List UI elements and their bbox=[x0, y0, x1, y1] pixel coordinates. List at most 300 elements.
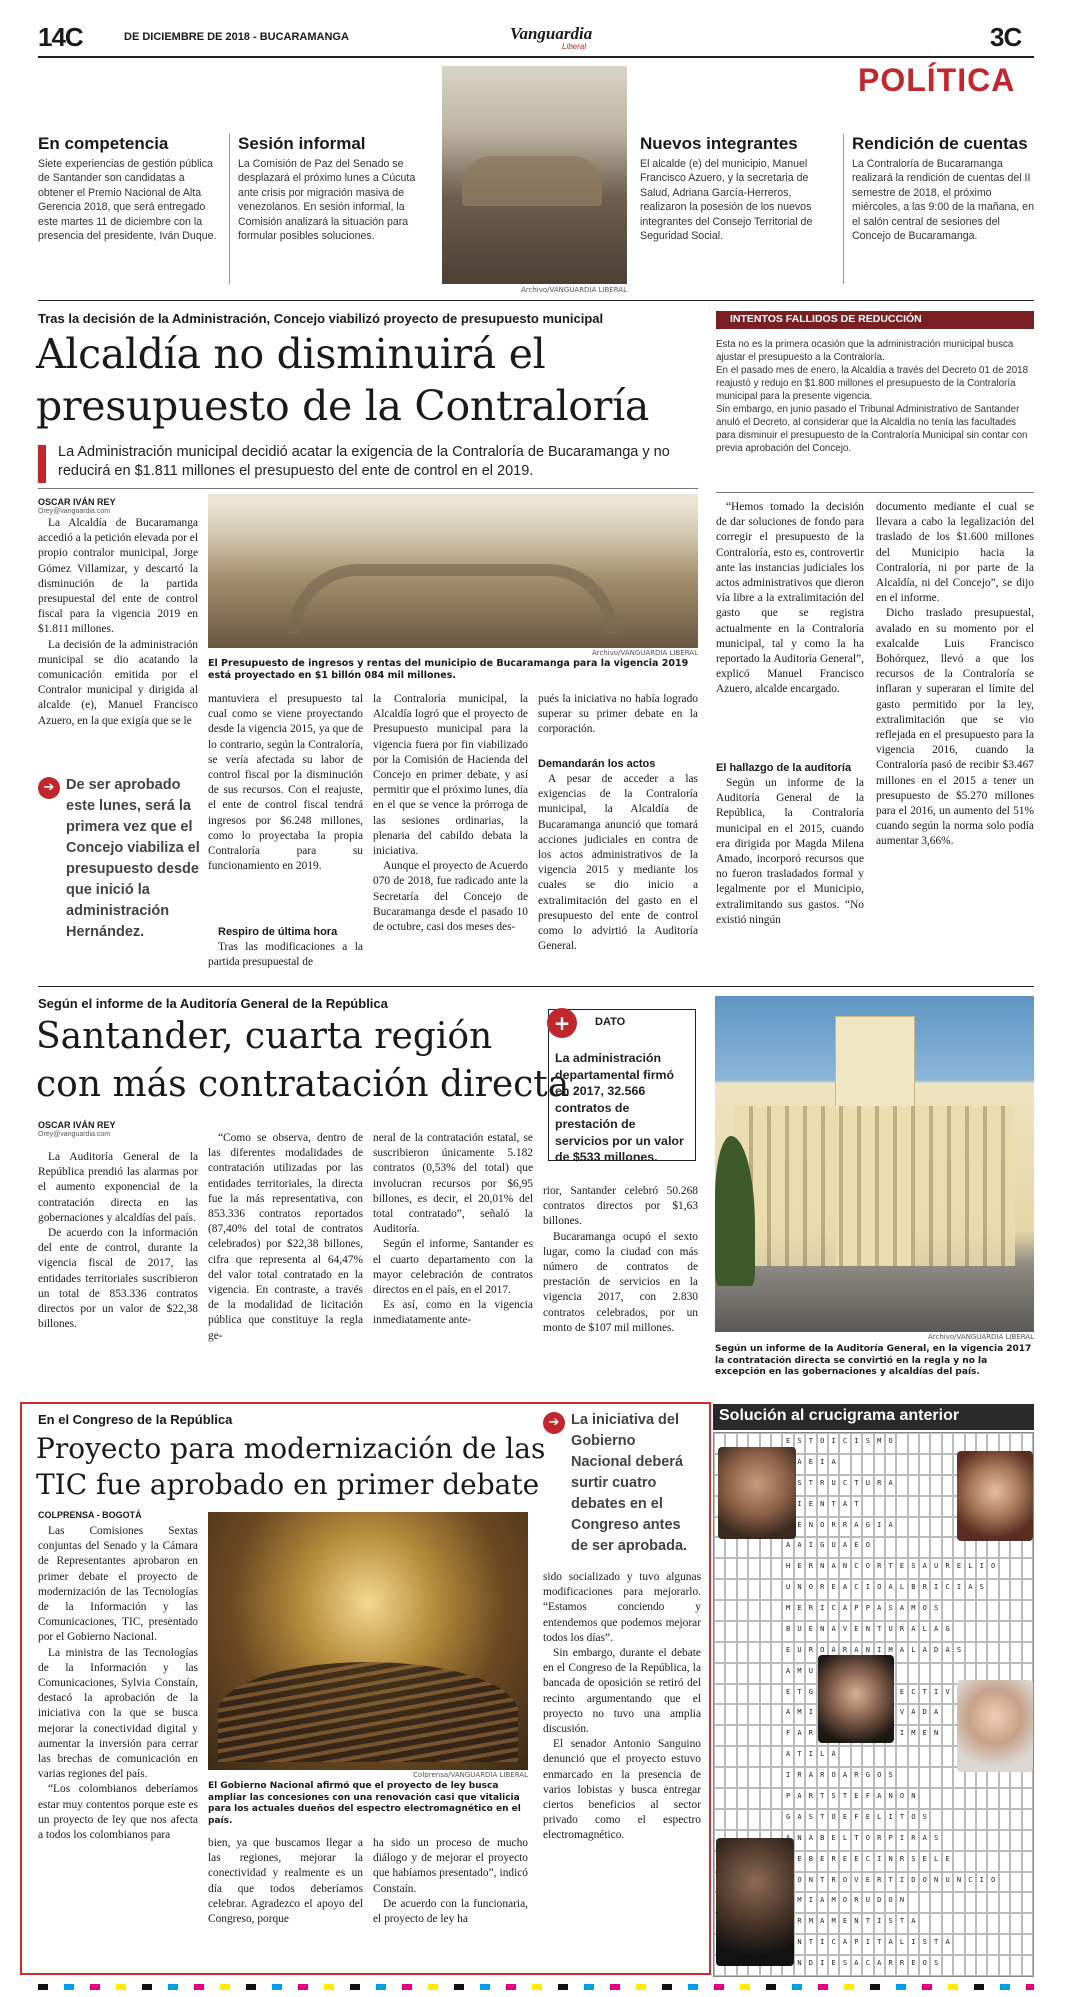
crossword-cell: L bbox=[908, 1642, 919, 1663]
crossword-cell bbox=[896, 1663, 907, 1684]
story3-col4 bbox=[543, 1570, 701, 1844]
crossword-cell bbox=[771, 1621, 782, 1642]
crossword-cell: N bbox=[817, 1558, 828, 1579]
crossword-cell: F bbox=[782, 1725, 793, 1746]
crossword-cell bbox=[760, 1621, 771, 1642]
crossword-cell: A bbox=[794, 1454, 805, 1475]
crossword-cell bbox=[737, 1809, 748, 1830]
crossword-cell bbox=[930, 1433, 941, 1454]
crossword-cell: O bbox=[805, 1579, 816, 1600]
crossword-cell bbox=[965, 1934, 976, 1955]
crossword-cell: E bbox=[805, 1454, 816, 1475]
crossword-cell bbox=[737, 1600, 748, 1621]
crossword-cell bbox=[771, 1788, 782, 1809]
crossword-cell: E bbox=[782, 1433, 793, 1454]
crossword-cell bbox=[725, 1788, 736, 1809]
crossword-cell bbox=[930, 1788, 941, 1809]
crossword-cell bbox=[942, 1955, 953, 1976]
crossword-cell bbox=[1022, 1788, 1033, 1809]
story2-col4 bbox=[543, 1184, 698, 1336]
crossword-cell bbox=[919, 1913, 930, 1934]
story2-email: Orey@vanguardia.com bbox=[38, 1131, 111, 1138]
crossword-cell bbox=[930, 1809, 941, 1830]
brief-rendicion-cuentas bbox=[852, 134, 1036, 243]
crossword-cell bbox=[919, 1746, 930, 1767]
crossword-cell: I bbox=[874, 1851, 885, 1872]
brief-text: Siete experiencias de gestión pública de Santander son candidatas a obtener el Premio Nacional de Alta Gerencia 2018, que será entregado este martes 11 de diciembre con la presencia del presidente, Iván Duque. bbox=[38, 158, 217, 243]
crossword-cell bbox=[725, 1558, 736, 1579]
crossword-cell: E bbox=[919, 1725, 930, 1746]
crossword-cell bbox=[1022, 1955, 1033, 1976]
crossword-cell bbox=[1010, 1934, 1021, 1955]
crossword-cell: T bbox=[817, 1788, 828, 1809]
crossword-cell bbox=[737, 1684, 748, 1705]
crossword-cell: A bbox=[828, 1454, 839, 1475]
crossword-cell bbox=[885, 1454, 896, 1475]
crossword-cell: L bbox=[965, 1558, 976, 1579]
crossword-cell: N bbox=[930, 1872, 941, 1893]
crossword-cell: R bbox=[794, 1913, 805, 1934]
crossword-cell: E bbox=[782, 1684, 793, 1705]
crossword-cell: T bbox=[817, 1809, 828, 1830]
crossword-cell: T bbox=[851, 1475, 862, 1496]
paragraph: Tras las modificaciones a la partida presupuestal de bbox=[208, 941, 363, 969]
crossword-cell: I bbox=[908, 1934, 919, 1955]
crossword-cell bbox=[725, 1767, 736, 1788]
crossword-cell bbox=[1010, 1788, 1021, 1809]
crossword-portrait bbox=[718, 1447, 796, 1539]
crossword-cell bbox=[737, 1767, 748, 1788]
crossword-cell: O bbox=[919, 1872, 930, 1893]
crossword-cell: I bbox=[805, 1892, 816, 1913]
crossword-cell: R bbox=[817, 1767, 828, 1788]
crossword-cell: E bbox=[919, 1851, 930, 1872]
crossword-cell bbox=[1022, 1934, 1033, 1955]
crossword-cell: T bbox=[805, 1475, 816, 1496]
paragraph: mantuviera el presupuesto tal cual como se viene proyectando desde la vigencia 2015, ya que de lo contrario, según la Contraloría, se vería afectada su labor de control fiscal por la disminución de sus recursos. Con el reajuste, el ente de control fiscal tendrá ingresos por $6.248 millones, como lo proyectaba la propia Contraloría para su funcionamiento en 2019. bbox=[208, 693, 363, 873]
crossword-cell: M bbox=[908, 1725, 919, 1746]
crossword-cell: C bbox=[908, 1684, 919, 1705]
crossword-cell bbox=[714, 1537, 725, 1558]
crossword-cell bbox=[737, 1704, 748, 1725]
crossword-cell bbox=[896, 1496, 907, 1517]
crossword-cell bbox=[737, 1558, 748, 1579]
paragraph: Es así, como en la vigencia inmediatamente ante- bbox=[373, 1299, 533, 1327]
crossword-cell: G bbox=[805, 1684, 816, 1705]
crossword-cell: A bbox=[908, 1913, 919, 1934]
crossword-cell: A bbox=[839, 1579, 850, 1600]
crossword-cell: A bbox=[885, 1517, 896, 1538]
crossword-cell: T bbox=[805, 1433, 816, 1454]
crossword-cell: I bbox=[896, 1830, 907, 1851]
crossword-cell bbox=[987, 1955, 998, 1976]
crossword-cell: A bbox=[919, 1830, 930, 1851]
crossword-header bbox=[713, 1404, 1034, 1430]
paragraph: Esta no es la primera ocasión que la administración municipal busca ajustar el presupuesto a la Contraloría. bbox=[716, 339, 1014, 363]
crossword-cell bbox=[930, 1496, 941, 1517]
crossword-cell: I bbox=[862, 1934, 873, 1955]
crossword-cell bbox=[965, 1642, 976, 1663]
crossword-cell bbox=[885, 1537, 896, 1558]
crossword-cell bbox=[748, 1788, 759, 1809]
crossword-cell: P bbox=[782, 1788, 793, 1809]
crossword-cell: I bbox=[976, 1558, 987, 1579]
crossword-cell bbox=[896, 1537, 907, 1558]
brief-en-competencia bbox=[38, 134, 223, 243]
crossword-cell: R bbox=[896, 1955, 907, 1976]
deck-marker bbox=[38, 445, 46, 483]
crossword-cell: T bbox=[828, 1496, 839, 1517]
crossword-cell: I bbox=[874, 1913, 885, 1934]
crossword-cell bbox=[725, 1704, 736, 1725]
page-number-right: 3C bbox=[990, 22, 1022, 52]
brief-divider bbox=[229, 134, 230, 284]
crossword-cell bbox=[908, 1663, 919, 1684]
crossword-cell bbox=[748, 1704, 759, 1725]
crossword-cell: I bbox=[817, 1600, 828, 1621]
crossword-cell bbox=[953, 1830, 964, 1851]
crossword-cell: E bbox=[851, 1537, 862, 1558]
crossword-cell: R bbox=[817, 1475, 828, 1496]
crossword-cell: V bbox=[942, 1684, 953, 1705]
crossword-cell bbox=[896, 1433, 907, 1454]
crossword-cell bbox=[999, 1809, 1010, 1830]
crossword-cell: T bbox=[851, 1496, 862, 1517]
story1-col5-cont bbox=[716, 776, 864, 928]
crossword-cell bbox=[1022, 1872, 1033, 1893]
crossword-cell bbox=[748, 1725, 759, 1746]
crossword-cell: E bbox=[782, 1642, 793, 1663]
photo-detail-table bbox=[462, 156, 602, 206]
crossword-cell: O bbox=[839, 1872, 850, 1893]
paragraph: A pesar de acceder a las exigencias de la Contraloría municipal, la Alcaldía de Bucaramanga anunció que tomará acciones judiciales en contra de los actos administrativos de la vigencia 2015 y mediante los cuales se dio inicio a extralimitación del gasto en el presupuesto del ente de control como lo advirtió la Auditoría General. bbox=[538, 773, 698, 953]
dato-box bbox=[548, 1009, 696, 1164]
story2-col1 bbox=[38, 1150, 198, 1332]
paragraph: Dicho traslado presupuestal, avalado en su momento por el exalcalde Luis Francisco Bohórquez, llevó a que los recursos de la Contraloría se inflaran y superaran el límite del gasto permitido por la ley, extralimitación que se vio reflejada en el presupuesto para la vigencia 2016, cuando la Contraloría pasó de recibir $3.467 millones en el 2015 a tener un presupuesto de $5.270 millones para el 2016, un aumento del 51% cuando según la norma solo podía aumentar 3,66%. bbox=[876, 607, 1034, 848]
crossword-cell bbox=[737, 1725, 748, 1746]
crossword-cell: N bbox=[851, 1913, 862, 1934]
crossword-cell: C bbox=[839, 1433, 850, 1454]
crossword-cell bbox=[999, 1934, 1010, 1955]
crossword-cell bbox=[908, 1454, 919, 1475]
crossword-cell bbox=[771, 1704, 782, 1725]
story1-col2 bbox=[208, 692, 363, 874]
crossword-cell bbox=[714, 1725, 725, 1746]
crossword-cell: A bbox=[828, 1746, 839, 1767]
crossword-cell: N bbox=[794, 1934, 805, 1955]
brief-title: Rendición de cuentas bbox=[852, 134, 1028, 153]
crossword-cell bbox=[930, 1517, 941, 1538]
crossword-cell: T bbox=[896, 1913, 907, 1934]
crossword-cell: A bbox=[908, 1621, 919, 1642]
paragraph: pués la iniciativa no había logrado superar su primer debate en la corporación. bbox=[538, 693, 698, 736]
crossword-cell bbox=[725, 1621, 736, 1642]
crossword-cell: I bbox=[874, 1517, 885, 1538]
crossword-cell: O bbox=[862, 1537, 873, 1558]
paragraph: “Los colombianos deberíamos estar muy contentos porque este es un proyecto de ley que nos afecta a todos los colombianos para bbox=[38, 1783, 198, 1842]
crossword-cell bbox=[953, 1913, 964, 1934]
crossword-cell: E bbox=[851, 1788, 862, 1809]
crossword-cell bbox=[953, 1955, 964, 1976]
crossword-cell bbox=[725, 1642, 736, 1663]
story3-col1 bbox=[38, 1524, 198, 1843]
brief-divider bbox=[843, 134, 844, 284]
story1-deck: La Administración municipal decidió acatar la exigencia de la Contraloría de Bucaramanga y no reducirá en $1.811 millones el presupuesto del ente de control en el 2019. bbox=[58, 444, 670, 479]
crossword-cell bbox=[885, 1746, 896, 1767]
story2-photo-building bbox=[715, 996, 1034, 1332]
crossword-cell: T bbox=[839, 1788, 850, 1809]
crossword-cell bbox=[987, 1809, 998, 1830]
crossword-cell: S bbox=[930, 1955, 941, 1976]
crossword-cell: A bbox=[851, 1642, 862, 1663]
crossword-cell bbox=[999, 1830, 1010, 1851]
crossword-cell bbox=[760, 1725, 771, 1746]
crossword-cell: S bbox=[919, 1809, 930, 1830]
crossword-cell: A bbox=[839, 1600, 850, 1621]
crossword-cell: O bbox=[987, 1872, 998, 1893]
crossword-cell: O bbox=[885, 1433, 896, 1454]
crossword-cell: R bbox=[828, 1872, 839, 1893]
crossword-cell: T bbox=[885, 1558, 896, 1579]
paragraph: La Alcaldía de Bucaramanga accedió a la petición elevada por el propio contralor municipal, Jorge Gómez Villamizar, y descartó la disminución de la partida presupuestal del ente de control fiscal para la vigencia 2019 en $1.811 millones. bbox=[38, 517, 199, 636]
crossword-cell bbox=[919, 1663, 930, 1684]
crossword-cell bbox=[976, 1934, 987, 1955]
crossword-cell: A bbox=[851, 1955, 862, 1976]
crossword-cell bbox=[930, 1913, 941, 1934]
crossword-cell: M bbox=[805, 1913, 816, 1934]
crossword-cell: I bbox=[851, 1433, 862, 1454]
crossword-cell bbox=[748, 1746, 759, 1767]
crossword-cell: I bbox=[953, 1579, 964, 1600]
crossword-cell: I bbox=[896, 1725, 907, 1746]
crossword-cell bbox=[771, 1600, 782, 1621]
crossword-cell: R bbox=[817, 1579, 828, 1600]
crossword-cell bbox=[942, 1788, 953, 1809]
crossword-cell: O bbox=[885, 1892, 896, 1913]
crossword-cell bbox=[737, 1663, 748, 1684]
crossword-cell: I bbox=[782, 1767, 793, 1788]
crossword-cell bbox=[896, 1475, 907, 1496]
crossword-cell bbox=[930, 1767, 941, 1788]
paragraph: La ministra de las Tecnologías de la Información y las Comunicaciones, Sylvia Constaín, destacó la aprobación de la iniciativa con la que se busca mejorar la conectividad digital y aumentar la inversión para cerrar las brechas de comunicación en varias regiones del país. bbox=[38, 1646, 198, 1781]
crossword-cell bbox=[942, 1517, 953, 1538]
crossword-cell: M bbox=[794, 1892, 805, 1913]
crossword-cell bbox=[976, 1913, 987, 1934]
crossword-cell: A bbox=[794, 1537, 805, 1558]
crossword-cell: N bbox=[817, 1621, 828, 1642]
photo-credit: Archivo/VANGUARDIA LIBERAL bbox=[591, 649, 698, 657]
crossword-cell bbox=[930, 1663, 941, 1684]
crossword-cell bbox=[771, 1642, 782, 1663]
crossword-cell bbox=[760, 1704, 771, 1725]
story2-col3 bbox=[373, 1131, 533, 1329]
crossword-cell: U bbox=[942, 1872, 953, 1893]
crossword-cell bbox=[1022, 1621, 1033, 1642]
crossword-cell: M bbox=[828, 1892, 839, 1913]
crossword-cell: D bbox=[930, 1642, 941, 1663]
crossword-cell bbox=[942, 1454, 953, 1475]
brief-title: En competencia bbox=[38, 134, 169, 153]
crossword-cell: C bbox=[828, 1600, 839, 1621]
story2-kicker: Según el informe de la Auditoría General de la República bbox=[38, 996, 388, 1011]
brief-nuevos-integrantes bbox=[640, 134, 835, 243]
paragraph: “Como se observa, dentro de las diferentes modalidades de contratación utilizadas por las entidades territoriales, la directa fue la más representativa, con 853.336 contratos reportados (87,40% del total de contratos celebrados) por $22,38 billones, cifra que representa al 64,47% del valor total contratado en la vigencia. En contraste, a través de la modalidad de licitación pública que constituye la regla ge- bbox=[208, 1132, 363, 1342]
crossword-cell: A bbox=[874, 1788, 885, 1809]
crossword-cell: O bbox=[896, 1788, 907, 1809]
crossword-cell bbox=[942, 1892, 953, 1913]
crossword-cell: P bbox=[851, 1934, 862, 1955]
story1-col4-cont bbox=[538, 772, 698, 954]
crossword-cell: N bbox=[885, 1851, 896, 1872]
crossword-cell: I bbox=[930, 1579, 941, 1600]
crossword-cell: T bbox=[874, 1621, 885, 1642]
crossword-cell bbox=[999, 1892, 1010, 1913]
crossword-cell bbox=[942, 1496, 953, 1517]
page-number-left: 14C bbox=[38, 22, 83, 52]
crossword-cell bbox=[1010, 1809, 1021, 1830]
crossword-cell: L bbox=[930, 1851, 941, 1872]
crossword-cell: R bbox=[805, 1558, 816, 1579]
crossword-cell bbox=[760, 1767, 771, 1788]
crossword-cell: S bbox=[930, 1830, 941, 1851]
paragraph: documento mediante el cual se llevara a cabo la legalización del traslado de los $1.600 millones del Municipio hacia la Contraloría, ni por parte de la Alcaldía, ni del Concejo”, se dijo en el informe. bbox=[876, 501, 1034, 605]
story1-col4 bbox=[538, 692, 698, 738]
crossword-cell: R bbox=[908, 1830, 919, 1851]
paragraph: sido socializado y tuvo algunas modificaciones para mejorarlo. “Estamos conciendo y entendemos que podemos mejorar todos los días”. bbox=[543, 1571, 701, 1644]
crossword-cell bbox=[1010, 1579, 1021, 1600]
section-name: POLÍTICA bbox=[858, 62, 1016, 98]
crossword-cell: S bbox=[908, 1851, 919, 1872]
crossword-cell: M bbox=[828, 1913, 839, 1934]
crossword-cell: R bbox=[839, 1642, 850, 1663]
crossword-cell: A bbox=[839, 1537, 850, 1558]
crossword-cell: A bbox=[885, 1579, 896, 1600]
crossword-cell bbox=[908, 1746, 919, 1767]
story1-col3 bbox=[373, 692, 528, 935]
crossword-cell bbox=[896, 1454, 907, 1475]
dato-label: DATO bbox=[595, 1016, 626, 1028]
crossword-cell: R bbox=[828, 1517, 839, 1538]
crossword-cell: U bbox=[828, 1537, 839, 1558]
crossword-cell: N bbox=[862, 1642, 873, 1663]
story3-headline-line1: Proyecto para modernización de las bbox=[36, 1432, 546, 1465]
crossword-cell bbox=[1022, 1642, 1033, 1663]
crossword-cell bbox=[919, 1517, 930, 1538]
crossword-cell: E bbox=[828, 1830, 839, 1851]
crossword-cell: T bbox=[794, 1684, 805, 1705]
paragraph: Aunque el proyecto de Acuerdo 070 de 2018, fue radicado ante la Secretaría del Concejo de Bucaramanga desde el pasado 10 de octubre, casi dos meses des- bbox=[373, 860, 528, 934]
crossword-cell: B bbox=[908, 1579, 919, 1600]
crossword-cell: G bbox=[942, 1621, 953, 1642]
crossword-cell: R bbox=[805, 1788, 816, 1809]
masthead-rule bbox=[38, 56, 1034, 58]
crossword-cell: A bbox=[885, 1934, 896, 1955]
crossword-cell: R bbox=[919, 1579, 930, 1600]
crossword-cell: E bbox=[805, 1621, 816, 1642]
crossword-cell bbox=[714, 1767, 725, 1788]
crossword-cell bbox=[908, 1767, 919, 1788]
crossword-cell bbox=[965, 1892, 976, 1913]
crossword-cell: S bbox=[885, 1913, 896, 1934]
crossword-cell: U bbox=[885, 1621, 896, 1642]
paragraph: La decisión de la administración municipal se dio acatando la comunicación emitida por el Contralor municipal y dirigida al alcalde (e), Manuel Francisco Azuero, en la que exigía que se le bbox=[38, 638, 198, 727]
crossword-cell bbox=[976, 1788, 987, 1809]
crossword-cell: L bbox=[896, 1934, 907, 1955]
crossword-cell bbox=[976, 1851, 987, 1872]
crossword-cell bbox=[760, 1684, 771, 1705]
crossword-cell: L bbox=[817, 1746, 828, 1767]
crossword-cell: I bbox=[885, 1809, 896, 1830]
crossword-cell: E bbox=[817, 1851, 828, 1872]
crossword-cell bbox=[725, 1600, 736, 1621]
crossword-cell bbox=[987, 1913, 998, 1934]
crossword-cell: C bbox=[965, 1872, 976, 1893]
crossword-cell bbox=[1010, 1830, 1021, 1851]
crossword-cell: E bbox=[908, 1955, 919, 1976]
crossword-cell: E bbox=[805, 1496, 816, 1517]
issue-date: DE DICIEMBRE DE 2018 - BUCARAMANGA bbox=[124, 31, 349, 43]
photo-detail-wing bbox=[735, 1106, 1015, 1266]
crossword-cell: R bbox=[851, 1892, 862, 1913]
crossword-cell: L bbox=[919, 1621, 930, 1642]
crossword-cell bbox=[976, 1830, 987, 1851]
crossword-cell: O bbox=[987, 1558, 998, 1579]
story1-headline-line1: Alcaldía no disminuirá el bbox=[36, 330, 546, 378]
crossword-cell: I bbox=[817, 1934, 828, 1955]
story1-subhead: El hallazgo de la auditoría bbox=[716, 762, 852, 774]
crossword-cell: A bbox=[828, 1642, 839, 1663]
crossword-cell: M bbox=[794, 1663, 805, 1684]
paragraph: Según el informe, Santander es el cuarto departamento con la mayor celebración de contratos directos en el país, en el 2017. bbox=[373, 1238, 533, 1297]
crossword-cell: D bbox=[908, 1872, 919, 1893]
crossword-cell: O bbox=[908, 1809, 919, 1830]
crossword-cell bbox=[953, 1892, 964, 1913]
crossword-cell bbox=[987, 1642, 998, 1663]
story1-byline: OSCAR IVÁN REY bbox=[38, 497, 116, 507]
story3-photo-congress bbox=[208, 1512, 528, 1770]
crossword-portrait bbox=[957, 1680, 1033, 1772]
crossword-cell bbox=[965, 1600, 976, 1621]
paragraph: neral de la contratación estatal, se suscribieron únicamente 5.182 contratos (0,53% del total) que involucran recursos por $6,95 billones, es decir, el 20,01% del total contratado”, señaló la Auditoría. bbox=[373, 1132, 533, 1236]
sidebar-header bbox=[716, 311, 1034, 329]
crossword-cell bbox=[771, 1537, 782, 1558]
crossword-cell: A bbox=[828, 1558, 839, 1579]
crossword-cell: S bbox=[862, 1433, 873, 1454]
crossword-cell: S bbox=[805, 1809, 816, 1830]
crossword-cell: A bbox=[965, 1579, 976, 1600]
story2-photo-caption: Según un informe de la Auditoría General, en la vigencia 2017 la contratación directa se convirtió en la regla y no la excepción en las gobernaciones y alcaldías del país. bbox=[715, 1344, 1032, 1377]
crossword-cell: T bbox=[930, 1934, 941, 1955]
crossword-cell: R bbox=[839, 1517, 850, 1538]
crossword-cell: C bbox=[851, 1558, 862, 1579]
paragraph: De acuerdo con la funcionaria, el proyecto de ley ha bbox=[373, 1897, 528, 1926]
crossword-cell: I bbox=[896, 1872, 907, 1893]
crossword-cell bbox=[714, 1746, 725, 1767]
crossword-cell bbox=[908, 1475, 919, 1496]
crossword-cell bbox=[760, 1558, 771, 1579]
crossword-cell bbox=[771, 1725, 782, 1746]
crossword-cell: I bbox=[817, 1955, 828, 1976]
crossword-cell: A bbox=[828, 1621, 839, 1642]
crossword-cell bbox=[725, 1579, 736, 1600]
crossword-cell bbox=[1010, 1872, 1021, 1893]
crossword-cell: E bbox=[851, 1851, 862, 1872]
crossword-cell: U bbox=[805, 1663, 816, 1684]
crossword-cell: D bbox=[874, 1892, 885, 1913]
crossword-cell: R bbox=[805, 1725, 816, 1746]
crossword-cell: N bbox=[930, 1725, 941, 1746]
crossword-cell bbox=[714, 1579, 725, 1600]
